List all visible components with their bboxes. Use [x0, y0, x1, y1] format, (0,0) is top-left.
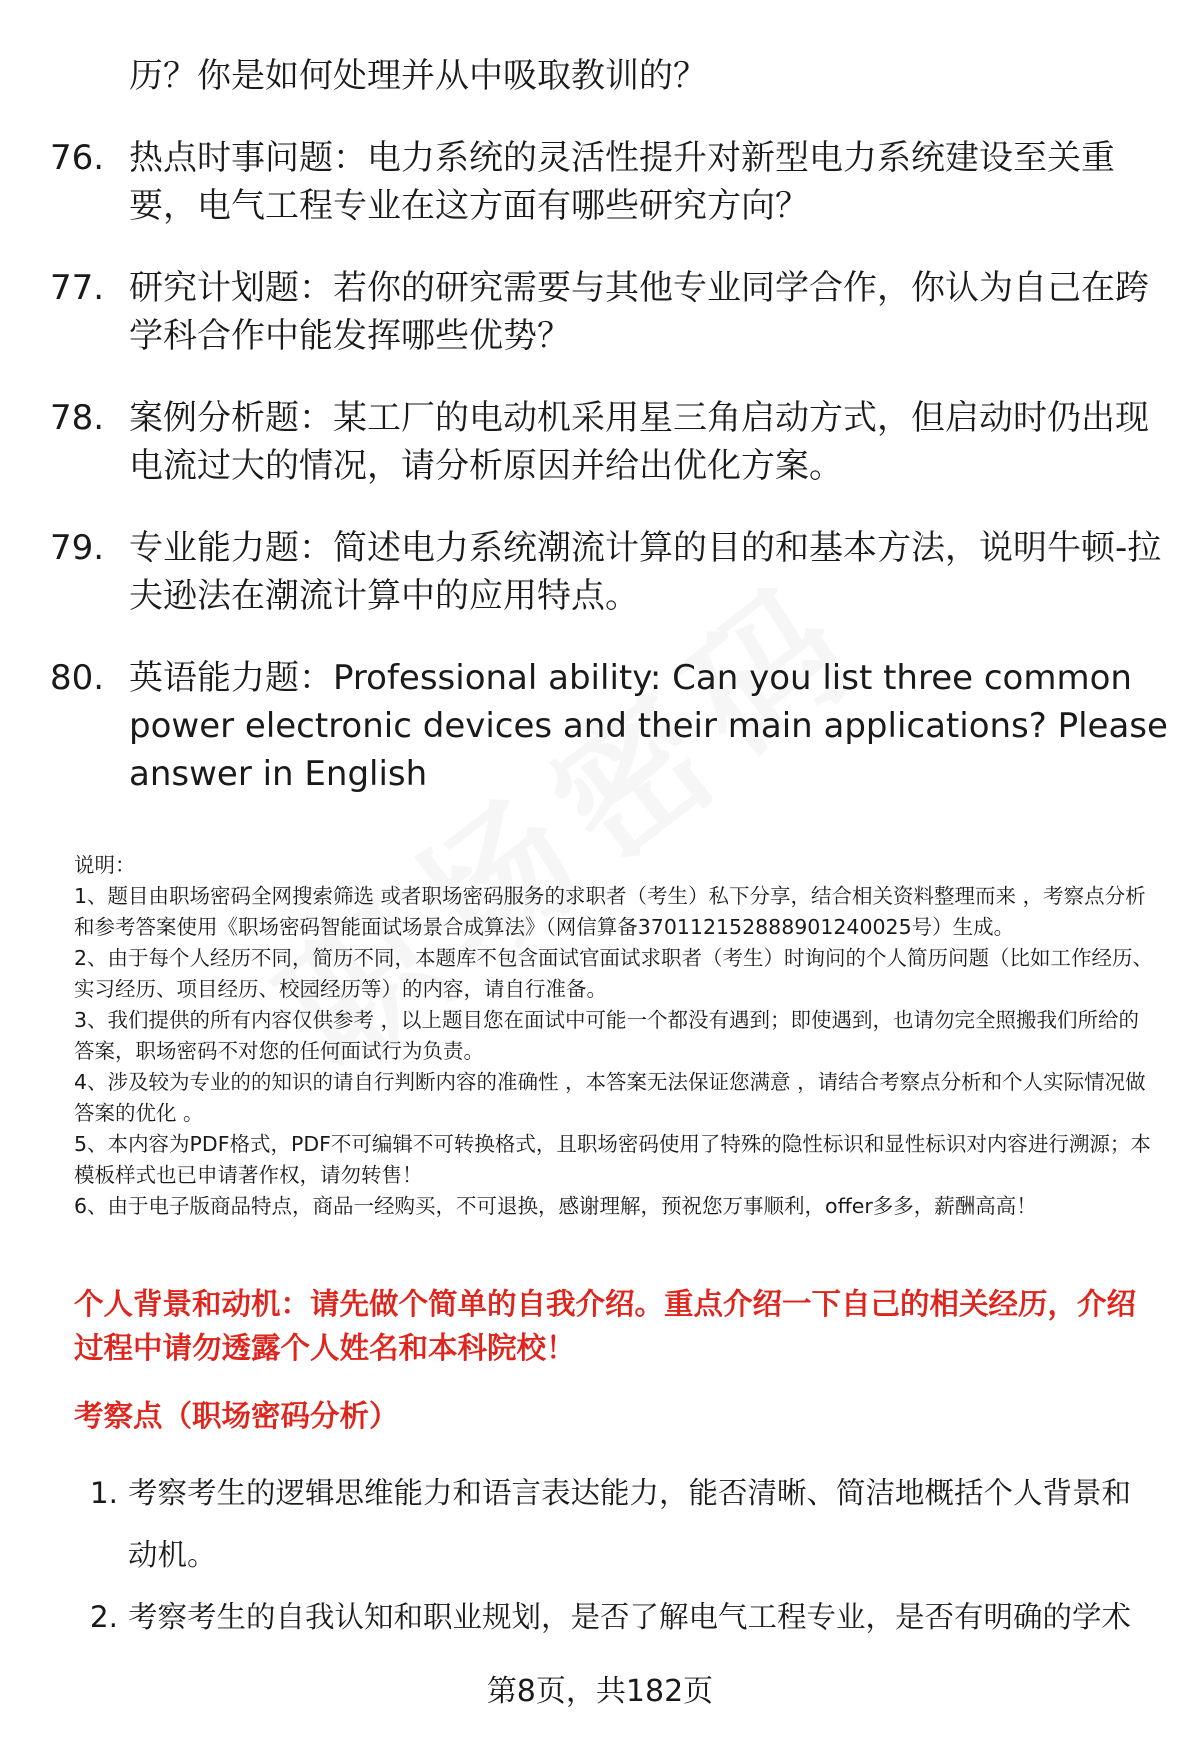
interview-question-title: 个人背景和动机：请先做个简单的自我介绍。重点介绍一下自己的相关经历，介绍过程中请勿透露个人姓名和本科院校！: [74, 1287, 1137, 1365]
analysis-number: 2.: [89, 1600, 118, 1634]
question-number: 77.: [50, 268, 105, 308]
note-item-2: 2、由于每个人经历不同，简历不同，本题库不包含面试官面试求职者（考生）时询问的个人简历问题（比如工作经历、实习经历、项目经历、校园经历等）的内容，请自行准备。: [74, 946, 1154, 1001]
analysis-text: 考察考生的自我认知和职业规划，是否了解电气工程专业，是否有明确的学术: [128, 1600, 1132, 1634]
question-list: [50, 52, 1170, 798]
note-item-1: 1、题目由职场密码全网搜索筛选 或者职场密码服务的求职者（考生）私下分享，结合相关资料整理而来 ，考察点分析和参考答案使用《职场密码智能面试场景合成算法》（网信算备370112152888901240025号）生成。: [74, 884, 1146, 939]
note-item-5: 5、本内容为PDF格式，PDF不可编辑不可转换格式，且职场密码使用了特殊的隐性标识和显性标识对内容进行溯源；本模板样式也已申请著作权，请勿转售！: [74, 1132, 1151, 1187]
question-item-79: [50, 524, 1170, 620]
question-number: 76.: [50, 138, 105, 178]
question-item-78: [50, 394, 1170, 490]
note-item-4: 4、涉及较为专业的的知识的请自行判断内容的准确性 ，本答案无法保证您满意 ，请结合考察点分析和个人实际情况做答案的优化 。: [74, 1070, 1146, 1125]
question-item-80: [50, 654, 1170, 798]
note-item-6: 6、由于电子版商品特点，商品一经购买，不可退换，感谢理解，预祝您万事顺利，offer多多，薪酬高高！: [74, 1194, 1037, 1218]
question-number: 79.: [50, 528, 105, 568]
question-text: 英语能力题：Professional ability: Can you list three common power electronic devices and their main applications? Please answer in English: [129, 658, 1168, 794]
analysis-heading: 考察点（职场密码分析）: [74, 1399, 399, 1433]
question-text: 案例分析题：某工厂的电动机采用星三角启动方式，但启动时仍出现电流过大的情况，请分析原因并给出优化方案。: [129, 398, 1149, 486]
question-text: 热点时事问题：电力系统的灵活性提升对新型电力系统建设至关重要，电气工程专业在这方面有哪些研究方向？: [129, 138, 1115, 226]
analysis-text: 考察考生的逻辑思维能力和语言表达能力，能否清晰、简洁地概括个人背景和动机。: [128, 1476, 1132, 1572]
analysis-list: [74, 1462, 1154, 1648]
question-text: 研究计划题：若你的研究需要与其他专业同学合作，你认为自己在跨学科合作中能发挥哪些优势？: [129, 268, 1149, 356]
analysis-item-2: [74, 1586, 1154, 1648]
notes-heading: 说明：: [74, 853, 136, 877]
question-number: 78.: [50, 398, 105, 438]
question-text: 专业能力题：简述电力系统潮流计算的目的和基本方法，说明牛顿-拉夫逊法在潮流计算中的应用特点。: [129, 528, 1162, 616]
analysis-number: 1.: [89, 1476, 118, 1510]
page-footer: 第8页，共182页: [486, 1674, 714, 1709]
question-continuation: 历？你是如何处理并从中吸取教训的？: [129, 56, 707, 96]
question-item-76: [50, 134, 1170, 230]
notes-section: [74, 850, 1154, 1222]
question-item-77: [50, 264, 1170, 360]
note-item-3: 3、我们提供的所有内容仅供参考 ，以上题目您在面试中可能一个都没有遇到；即使遇到，也请勿完全照搬我们所给的答案，职场密码不对您的任何面试行为负责。: [74, 1008, 1140, 1063]
analysis-item-1: [74, 1462, 1154, 1586]
question-number: 80.: [50, 658, 105, 698]
